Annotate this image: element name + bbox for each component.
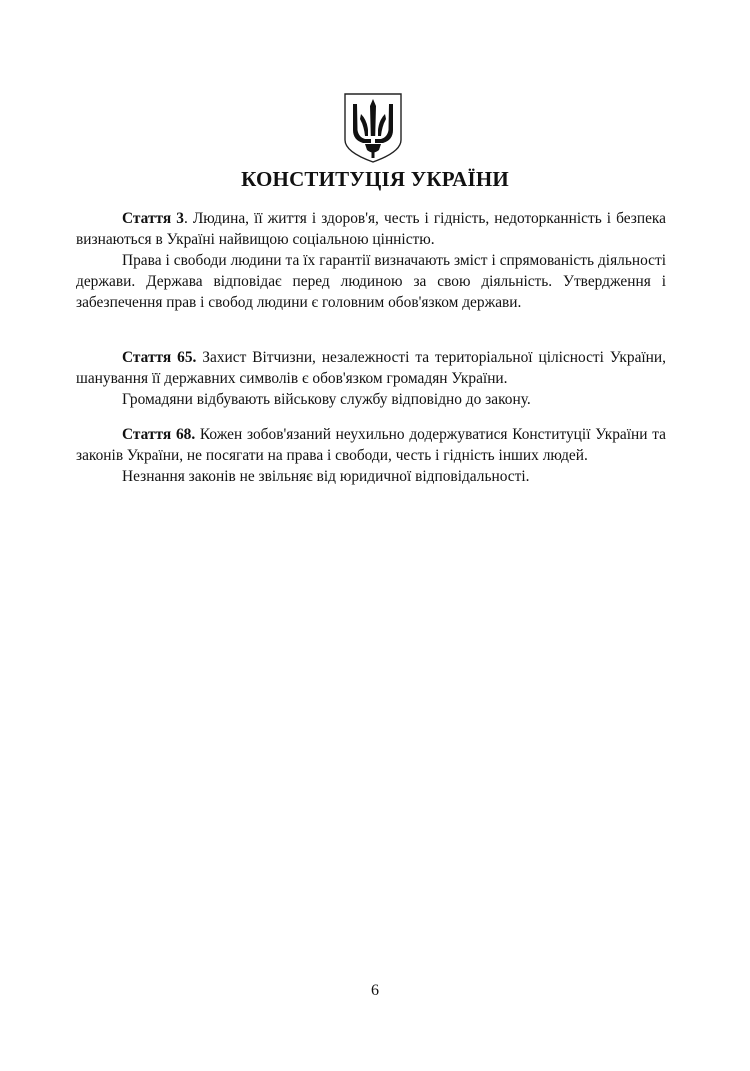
- article-65-text-1: Захист Вітчизни, незалежності та територіальної цілісності України, шанування її державних символів є обов'язком громадян України.: [76, 349, 666, 387]
- article-65-label: Стаття 65.: [122, 349, 197, 366]
- article-68: [76, 424, 666, 487]
- article-65-paragraph-2: [76, 389, 666, 410]
- article-3-paragraph-2: [76, 250, 666, 313]
- article-65: [76, 347, 666, 410]
- document-title: КОНСТИТУЦІЯ УКРАЇНИ: [241, 167, 509, 191]
- article-68-paragraph-2: [76, 466, 666, 487]
- article-65-paragraph-1: [76, 347, 666, 389]
- article-68-label: Стаття 68.: [122, 426, 196, 443]
- article-3-text-1: Людина, її життя і здоров'я, честь і гідність, недоторканність і безпека визнаються в Україні найвищою соціальною цінністю.: [76, 210, 666, 248]
- article-68-text-1: Кожен зобов'язаний неухильно додержуватися Конституції України та законів України, не посягати на права і свободи, честь і гідність інших людей.: [76, 426, 666, 464]
- page-number: 6: [371, 982, 379, 999]
- article-65-text-2: Громадяни відбувають військову службу відповідно до закону.: [122, 391, 531, 408]
- ukraine-trident-icon: [343, 92, 403, 164]
- article-68-paragraph-1: [76, 424, 666, 466]
- article-3-text-2: Права і свободи людини та їх гарантії визначають зміст і спрямованість діяльності держави. Держава відповідає перед людиною за свою діяльність. Утвердження і забезпечення прав і свобод людини є головним обов'язком держави.: [76, 252, 666, 311]
- article-68-text-2: Незнання законів не звільняє від юридичної відповідальності.: [122, 468, 530, 485]
- article-3-label: Стаття 3: [122, 210, 184, 227]
- article-3-paragraph-1: [76, 208, 666, 250]
- article-3-label-suffix: .: [183, 210, 188, 227]
- article-3: [76, 208, 666, 313]
